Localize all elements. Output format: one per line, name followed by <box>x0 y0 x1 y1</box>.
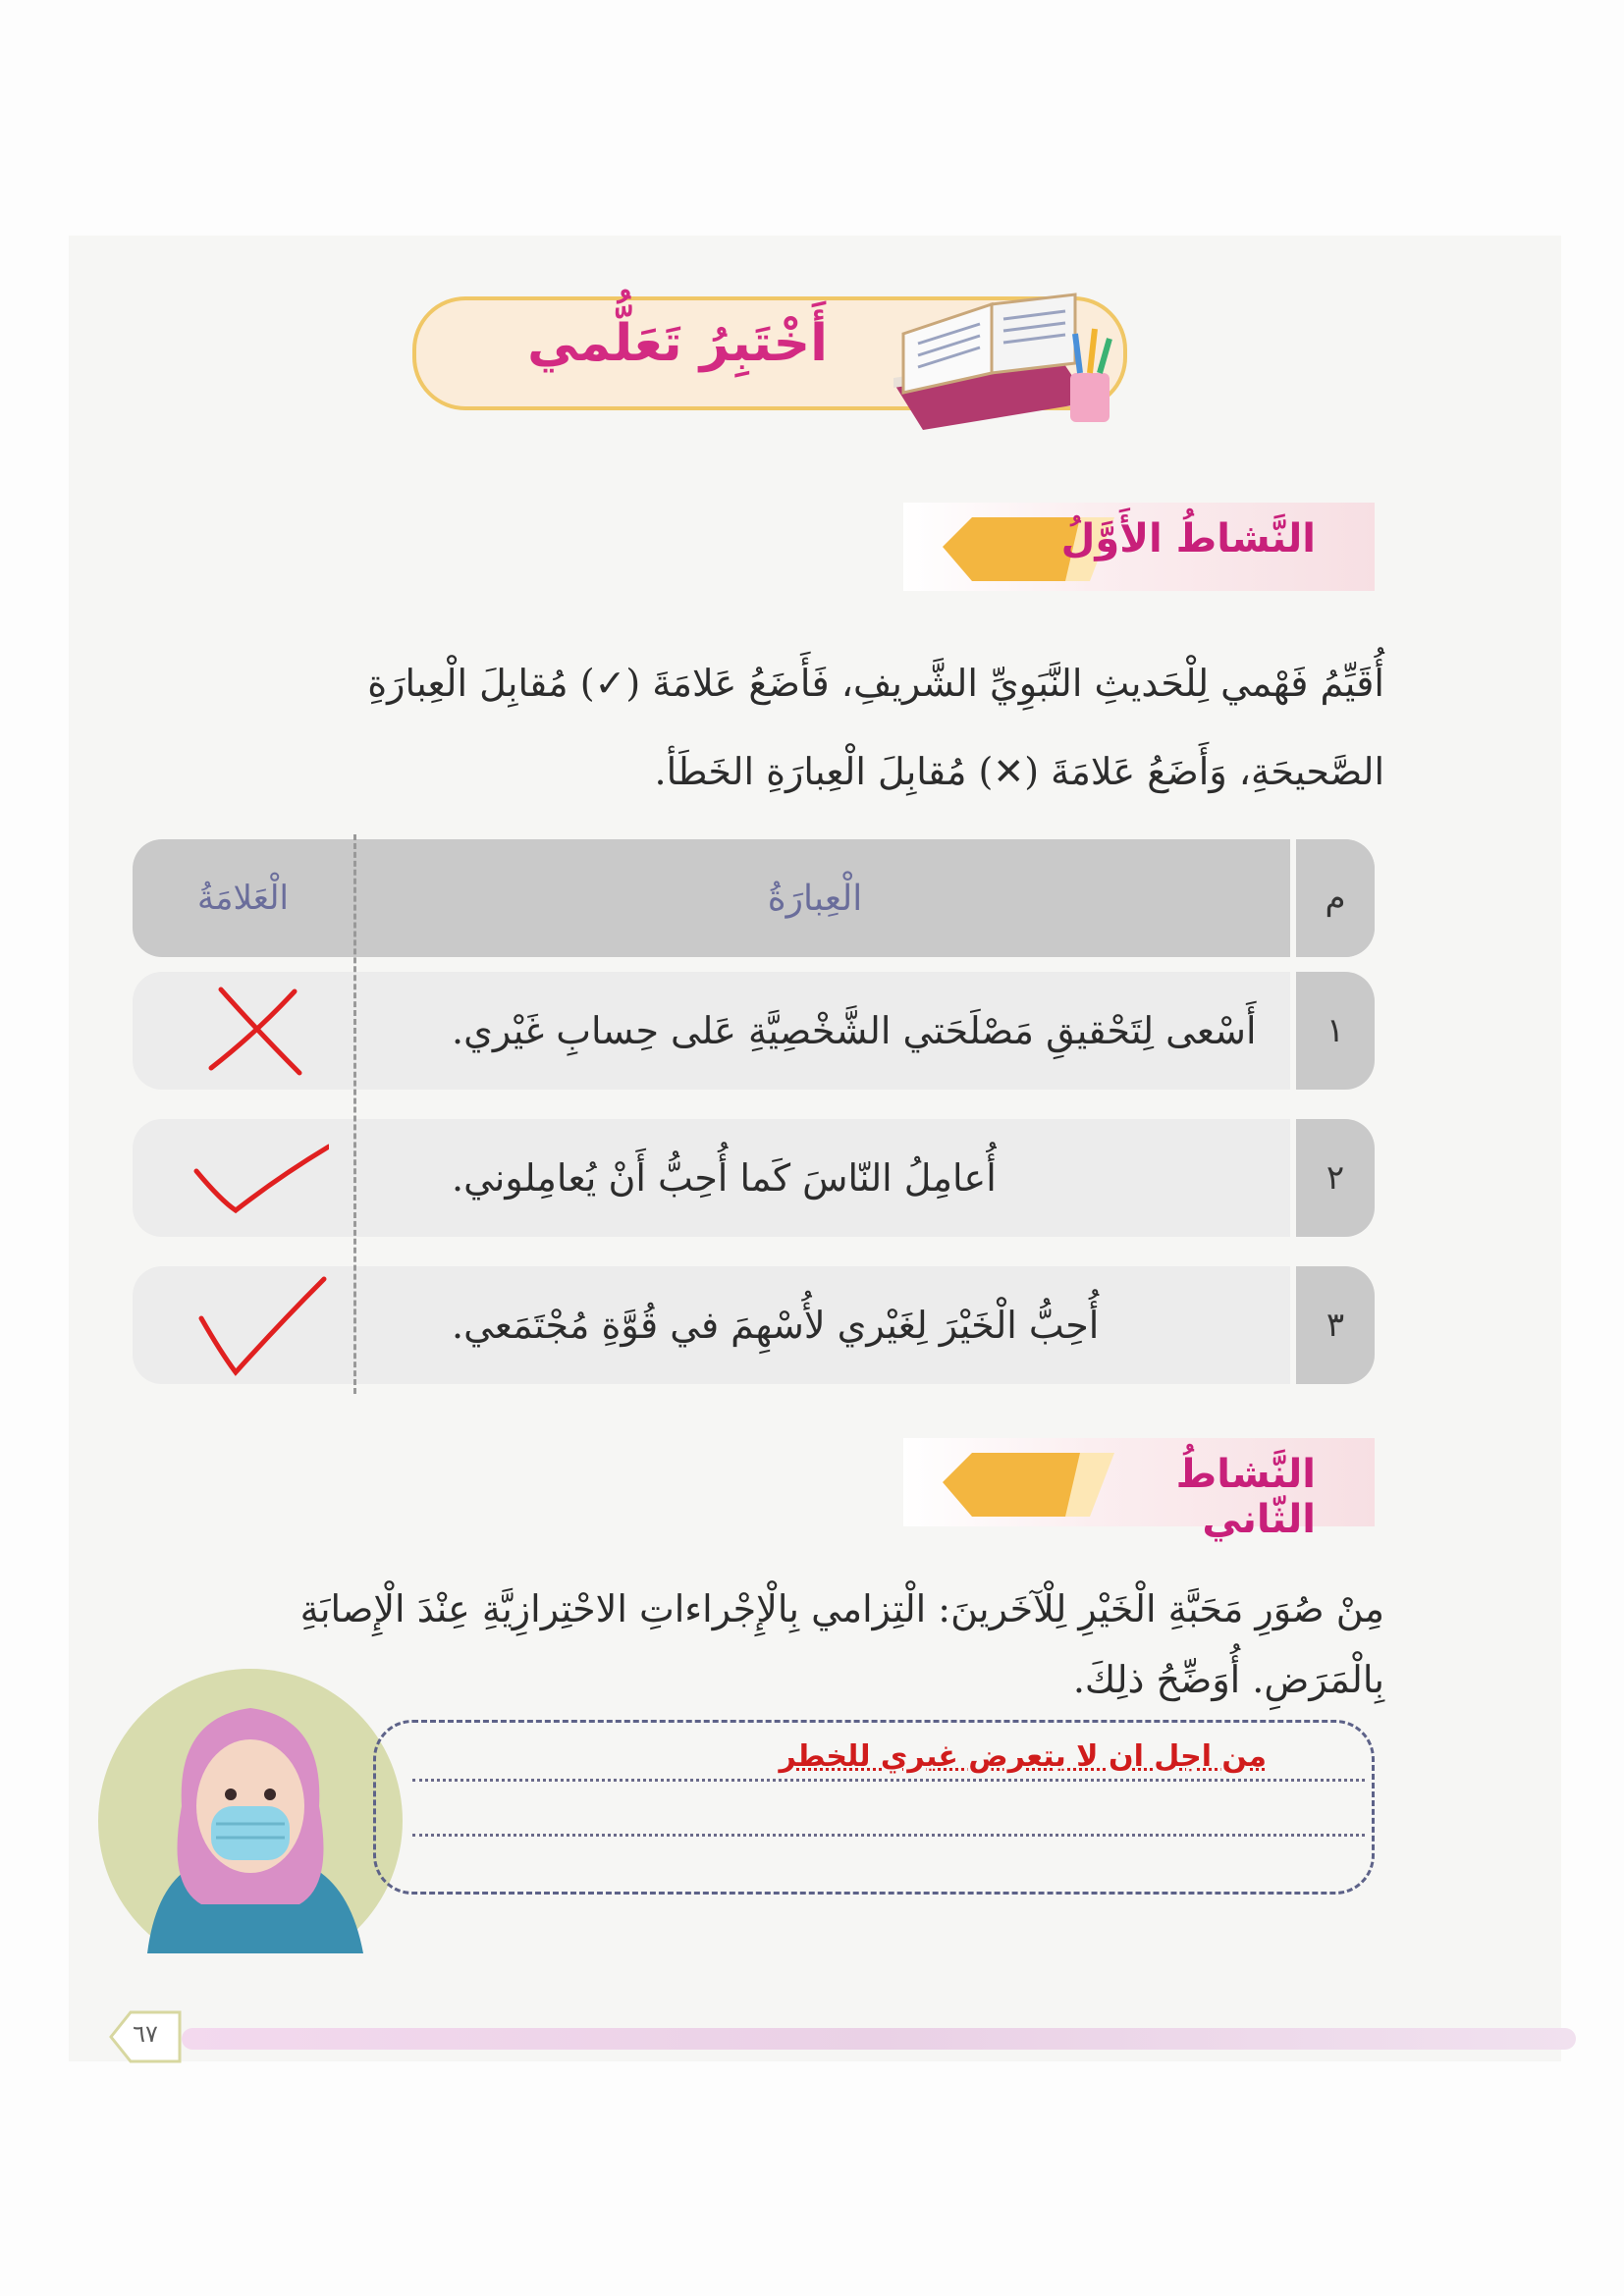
activity1-title: النَّشاطُ الأَوَّلُ <box>1060 516 1316 561</box>
table-row <box>133 972 1375 1090</box>
student-mask-illustration <box>88 1659 412 1953</box>
check-mark-icon[interactable] <box>182 1127 329 1229</box>
row-statement: أُحِبُّ الْخَيْرَ لِغَيْري لأُسْهِمَ في قُوَّةِ مُجْتَمَعي. <box>452 1304 1100 1347</box>
book-icon <box>864 265 1119 432</box>
activity1-instruction-line1: أُقَيِّمُ فَهْمي لِلْحَديثِ النَّبَوِيِّ الشَّريفِ، فَأَضَعُ عَلامَةَ (✓) مُقابِلَ الْعِبارَةِ <box>367 662 1384 705</box>
table-row <box>133 1266 1375 1384</box>
page-number: ٦٧ <box>133 2020 158 2048</box>
header-num: م <box>1296 839 1375 957</box>
column-separator <box>1290 1119 1296 1237</box>
column-separator <box>1290 1266 1296 1384</box>
activity2-title: النَّشاطُ الثّاني <box>1175 1452 1316 1542</box>
cross-mark-icon[interactable] <box>182 980 329 1082</box>
activity1-instruction-line2: الصَّحيحَةِ، وَأَضَعُ عَلامَةَ (✕) مُقابِلَ الْعِبارَةِ الخَطَأ. <box>654 750 1384 793</box>
table-header-row <box>133 839 1375 957</box>
activity2-instruction-line2: بِالْمَرَضِ. أُوَضِّحُ ذلِكَ. <box>1072 1658 1384 1701</box>
check-mark-icon[interactable] <box>182 1274 329 1376</box>
answer-text[interactable]: من اجل ان لا يتعرض غيري للخطر <box>779 1739 1267 1774</box>
mark-column-divider <box>353 834 356 1394</box>
answer-line[interactable] <box>412 1779 1365 1782</box>
activity2-instruction-line1: مِنْ صُوَرِ مَحَبَّةِ الْخَيْرِ لِلْآخَرينَ: الْتِزامي بِالْإِجْراءاتِ الاحْتِرازِيَّةِ عِنْدَ الْإِصابَةِ <box>299 1587 1384 1630</box>
column-separator <box>1290 972 1296 1090</box>
activity1-header <box>903 503 1375 591</box>
row-num: ١ <box>1296 972 1375 1090</box>
table-row <box>133 1119 1375 1237</box>
activity2-header <box>903 1438 1375 1542</box>
answer-line[interactable] <box>412 1834 1365 1837</box>
footer-bar <box>182 2028 1576 2050</box>
row-statement: أُعامِلُ النّاسَ كَما أُحِبُّ أَنْ يُعامِلوني. <box>452 1156 997 1200</box>
page-title: أَخْتَبِرُ تَعَلُّمي <box>527 314 828 373</box>
row-statement: أَسْعى لِتَحْقيقِ مَصْلَحَتي الشَّخْصِيَّةِ عَلى حِسابِ غَيْري. <box>452 1009 1257 1052</box>
row-num: ٢ <box>1296 1119 1375 1237</box>
header-mark: الْعَلامَةُ <box>197 879 289 918</box>
row-num: ٣ <box>1296 1266 1375 1384</box>
column-separator <box>1290 839 1296 957</box>
header-statement: الْعِبارَةُ <box>767 878 863 919</box>
